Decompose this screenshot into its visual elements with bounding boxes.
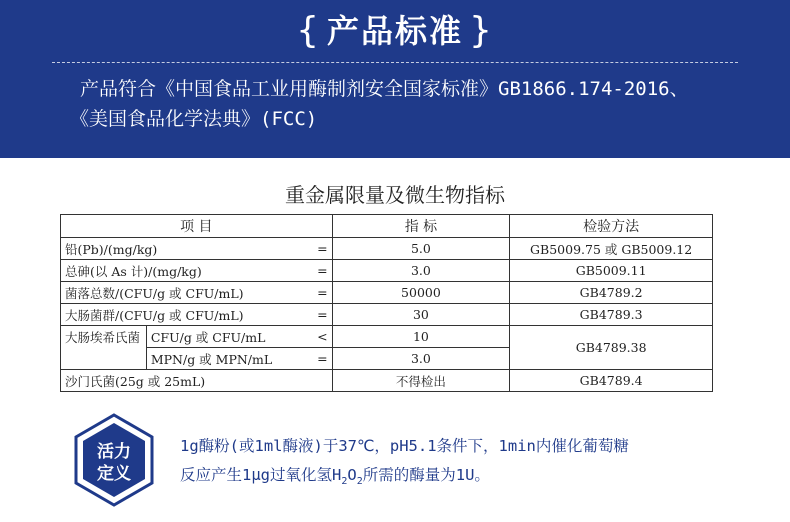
ecoli-value-1: 10 bbox=[332, 326, 510, 348]
salmonella-item: 沙门氏菌(25g 或 25mL) bbox=[61, 370, 333, 392]
table-title: 重金属限量及微生物指标 bbox=[285, 183, 505, 207]
definition-line-2 bbox=[180, 461, 629, 496]
row-value: 50000 bbox=[332, 282, 510, 304]
table-row bbox=[61, 282, 713, 304]
header-spec: 指 标 bbox=[332, 215, 510, 238]
subscript-2b: 2 bbox=[356, 476, 363, 488]
definition-line-1: 1g酶粉(或1ml酶液)于37℃，pH5.1条件下，1min内催化葡萄糖 bbox=[180, 437, 629, 455]
banner-title bbox=[0, 6, 790, 52]
standard-banner bbox=[0, 0, 790, 158]
brace-open: { bbox=[296, 10, 321, 51]
row-item: 总砷(以 As 计)/(mg/kg) bbox=[61, 260, 297, 282]
table-row bbox=[61, 260, 713, 282]
ecoli-value-2: 3.0 bbox=[332, 348, 510, 370]
definition-text-a: 反应产生1μg过氧化氢H bbox=[180, 466, 342, 484]
row-value: 30 bbox=[332, 304, 510, 326]
ecoli-unit-2: MPN/g 或 MPN/mL bbox=[146, 348, 296, 370]
salmonella-value: 不得检出 bbox=[332, 370, 510, 392]
header-method: 检验方法 bbox=[510, 215, 713, 238]
ecoli-unit-1: CFU/g 或 CFU/mL bbox=[146, 326, 296, 348]
activity-definition bbox=[180, 432, 629, 496]
table-row-ecoli-1 bbox=[61, 326, 713, 348]
badge-line-2: 定义 bbox=[97, 464, 131, 484]
row-method: GB4789.3 bbox=[510, 304, 713, 326]
table-row bbox=[61, 304, 713, 326]
row-operator: = bbox=[296, 260, 332, 282]
header-item: 项 目 bbox=[61, 215, 333, 238]
ecoli-method: GB4789.38 bbox=[510, 326, 713, 370]
salmonella-method: GB4789.4 bbox=[510, 370, 713, 392]
row-operator: = bbox=[296, 238, 332, 260]
standard-line-1: 产品符合《中国食品工业用酶制剂安全国家标准》GB1866.174-2016、 bbox=[80, 78, 689, 100]
specification-table bbox=[60, 214, 713, 392]
table-row bbox=[61, 238, 713, 260]
badge-line-1: 活力 bbox=[97, 442, 131, 462]
row-operator: = bbox=[296, 304, 332, 326]
banner-title-text: 产品标准 bbox=[326, 12, 463, 50]
dashed-divider bbox=[52, 62, 738, 63]
ecoli-label: 大肠埃希氏菌 bbox=[61, 326, 147, 370]
row-item: 铅(Pb)/(mg/kg) bbox=[61, 238, 297, 260]
table-header-row bbox=[61, 215, 713, 238]
standard-line-2: 《美国食品化学法典》(FCC) bbox=[70, 108, 318, 130]
standard-description bbox=[70, 74, 750, 134]
row-item: 大肠菌群/(CFU/g 或 CFU/mL) bbox=[61, 304, 297, 326]
definition-text-c: 所需的酶量为1U。 bbox=[362, 466, 490, 484]
row-method: GB5009.11 bbox=[510, 260, 713, 282]
row-value: 5.0 bbox=[332, 238, 510, 260]
ecoli-operator-2: = bbox=[296, 348, 332, 370]
brace-close: } bbox=[469, 10, 494, 51]
row-operator: = bbox=[296, 282, 332, 304]
ecoli-operator-1: < bbox=[296, 326, 332, 348]
row-value: 3.0 bbox=[332, 260, 510, 282]
row-method: GB5009.75 或 GB5009.12 bbox=[510, 238, 713, 260]
row-method: GB4789.2 bbox=[510, 282, 713, 304]
subscript-2a: 2 bbox=[341, 476, 348, 488]
activity-definition-badge-icon bbox=[73, 413, 155, 507]
row-item: 菌落总数/(CFU/g 或 CFU/mL) bbox=[61, 282, 297, 304]
definition-text-b: O bbox=[347, 466, 357, 484]
table-row bbox=[61, 370, 713, 392]
